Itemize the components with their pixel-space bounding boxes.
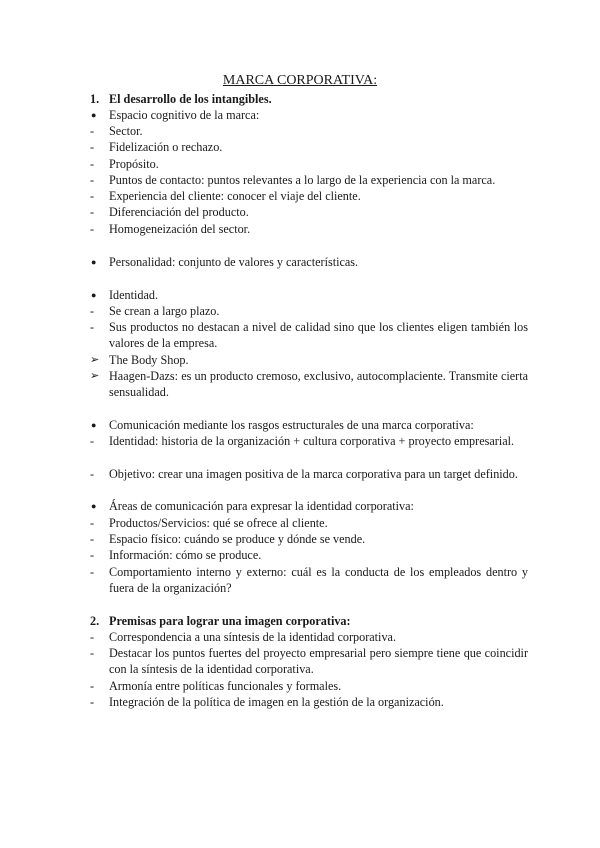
section-number: 2.: [90, 614, 100, 628]
list-item-text: Espacio físico: cuándo se produce y dónde se vende.: [109, 532, 366, 546]
list-item-text: Identidad: historia de la organización + cultura corporativa + proyecto empresarial.: [109, 434, 515, 448]
list-item-text: Puntos de contacto: puntos relevantes a lo largo de la experiencia con la marca.: [109, 173, 496, 187]
section-heading-text: Premisas para lograr una imagen corporativa:: [109, 614, 351, 628]
list-item: [90, 107, 528, 123]
bullet-icon: ●: [91, 290, 97, 300]
list-item: [90, 564, 528, 596]
list-item: [90, 188, 528, 204]
dash-icon: -: [90, 189, 95, 203]
dash-icon: -: [90, 173, 95, 187]
list-item: [90, 645, 528, 677]
list-item-text: Comportamiento interno y externo: cuál es la conducta de los empleados dentro y fuera de la organización?: [109, 565, 528, 596]
section-heading-text: El desarrollo de los intangibles.: [109, 92, 272, 106]
list-item-text: Comunicación mediante los rasgos estructurales de una marca corporativa:: [109, 418, 474, 432]
list-item: [90, 368, 528, 400]
list-item: [90, 352, 528, 368]
bullet-icon: ●: [91, 501, 97, 511]
list-item-text: Áreas de comunicación para expresar la identidad corporativa:: [109, 499, 414, 513]
list-item: [90, 694, 528, 710]
dash-icon: -: [90, 140, 95, 154]
dash-icon: -: [90, 630, 95, 644]
dash-icon: -: [90, 304, 95, 318]
list-item-text: Destacar los puntos fuertes del proyecto empresarial pero siempre tiene que coincidir con la síntesis de la identidad corporativa.: [109, 646, 528, 677]
list-item: [90, 123, 528, 139]
list-item-text: Sector.: [109, 124, 143, 138]
list-item: [90, 254, 528, 270]
arrow-bullet-icon: ➢: [90, 354, 100, 366]
dash-icon: -: [90, 695, 95, 709]
list-item-text: Se crean a largo plazo.: [109, 304, 220, 318]
list-item: [90, 287, 528, 303]
list-item: [90, 204, 528, 220]
list-item-text: Productos/Servicios: qué se ofrece al cliente.: [109, 516, 328, 530]
list-item-text: Correspondencia a una síntesis de la identidad corporativa.: [109, 630, 396, 644]
list-item-text: Armonía entre políticas funcionales y formales.: [109, 679, 342, 693]
list-item: [90, 139, 528, 155]
dash-icon: -: [90, 124, 95, 138]
dash-icon: -: [90, 157, 95, 171]
list-item-text: The Body Shop.: [109, 353, 189, 367]
list-item: [90, 221, 528, 237]
arrow-bullet-icon: ➢: [90, 370, 100, 382]
list-item: [90, 515, 528, 531]
section-heading-2: [90, 613, 528, 629]
list-item: [90, 498, 528, 514]
list-item: [90, 531, 528, 547]
list-item-text: Espacio cognitivo de la marca:: [109, 108, 260, 122]
page-title: MARCA CORPORATIVA:: [222, 73, 378, 88]
dash-icon: -: [90, 548, 95, 562]
dash-icon: -: [90, 532, 95, 546]
dash-icon: -: [90, 516, 95, 530]
list-item-text: Haagen-Dazs: es un producto cremoso, exclusivo, autocomplaciente. Transmite cierta sensualidad.: [109, 369, 528, 400]
list-item: [90, 629, 528, 645]
list-item-text: Objetivo: crear una imagen positiva de la marca corporativa para un target definido.: [109, 467, 518, 481]
bullet-icon: ●: [91, 257, 97, 267]
dash-icon: -: [90, 565, 95, 579]
dash-icon: -: [90, 646, 95, 660]
list-item: [90, 547, 528, 563]
list-item: [90, 433, 528, 449]
section-number: 1.: [90, 92, 100, 106]
list-item-text: Diferenciación del producto.: [109, 205, 249, 219]
section-heading-1: [90, 91, 528, 107]
dash-icon: -: [90, 679, 95, 693]
list-item-text: Sus productos no destacan a nivel de calidad sino que los clientes eligen también los valores de la empresa.: [109, 320, 528, 351]
bullet-icon: ●: [91, 420, 97, 430]
dash-icon: -: [90, 434, 95, 448]
list-item: [90, 319, 528, 351]
list-item-text: Integración de la política de imagen en la gestión de la organización.: [109, 695, 444, 709]
dash-icon: -: [90, 205, 95, 219]
list-item: [90, 303, 528, 319]
list-item-text: Homogeneización del sector.: [109, 222, 251, 236]
list-item-text: Personalidad: conjunto de valores y características.: [109, 255, 359, 269]
list-item: [90, 156, 528, 172]
dash-icon: -: [90, 222, 95, 236]
list-item-text: Información: cómo se produce.: [109, 548, 262, 562]
list-item: [90, 466, 528, 482]
list-item: [90, 172, 528, 188]
list-item-text: Identidad.: [109, 288, 159, 302]
list-item-text: Experiencia del cliente: conocer el viaje del cliente.: [109, 189, 361, 203]
dash-icon: -: [90, 320, 95, 334]
list-item-text: Propósito.: [109, 157, 159, 171]
list-item: [90, 678, 528, 694]
dash-icon: -: [90, 467, 95, 481]
list-item-text: Fidelización o rechazo.: [109, 140, 223, 154]
bullet-icon: ●: [91, 110, 97, 120]
list-item: [90, 417, 528, 433]
